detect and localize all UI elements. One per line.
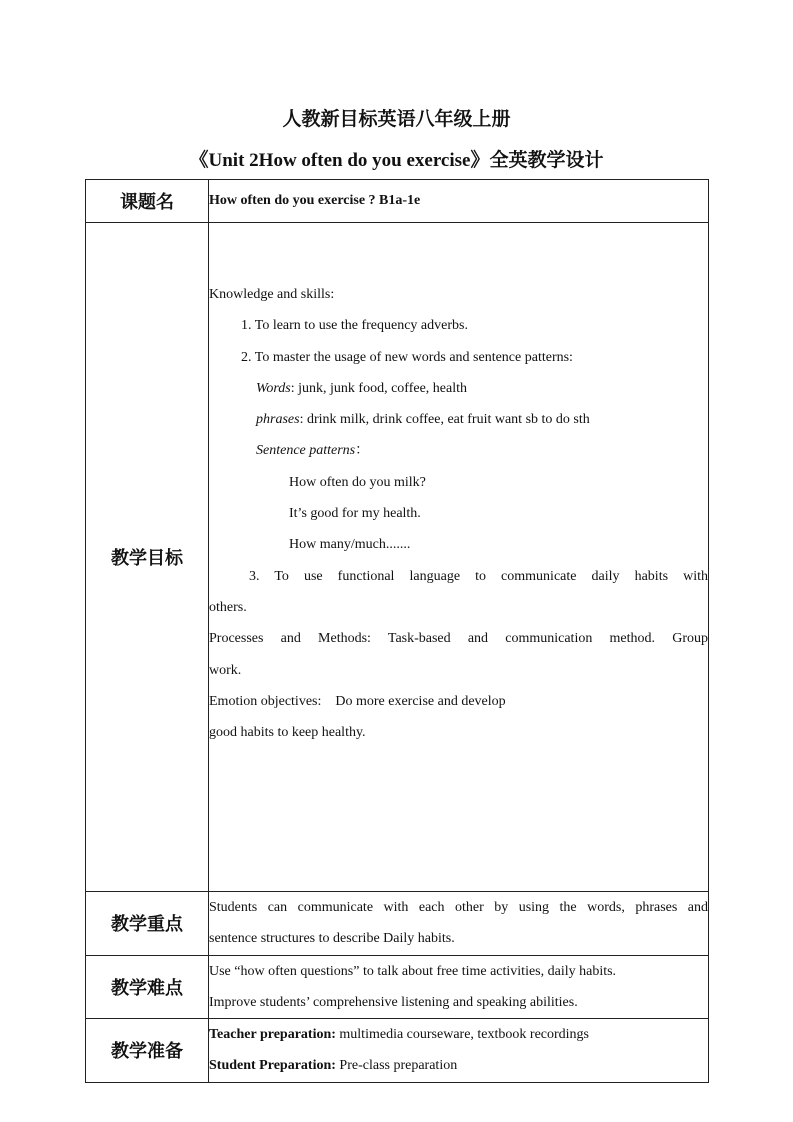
sentence-patterns-colon: ：	[355, 443, 370, 459]
table-row-key-points	[86, 892, 709, 956]
key-points-label: 教学重点	[86, 892, 209, 956]
words-text: : junk, junk food, coffee, health	[290, 380, 468, 396]
goal-item-3-line-1: 3. To use functional language to communicate daily habits with	[249, 568, 708, 584]
subtitle-english: 《Unit 2How often do you exercise》	[189, 150, 490, 171]
sentence-pattern-1: How often do you milk?	[289, 474, 426, 490]
subtitle-chinese: 全英教学设计	[489, 149, 604, 171]
difficulties-label: 教学难点	[86, 955, 209, 1019]
processes-line-2: work.	[209, 662, 242, 678]
teacher-preparation-line	[209, 1019, 708, 1050]
goals-label: 教学目标	[86, 223, 209, 892]
knowledge-heading: Knowledge and skills:	[209, 287, 335, 302]
student-preparation-text: Pre-class preparation	[335, 1058, 458, 1074]
key-points-line-2: sentence structures to describe Daily habits.	[209, 931, 455, 947]
sentence-pattern-3: How many/much.......	[289, 537, 411, 553]
words-line	[209, 373, 708, 404]
topic-label: 课题名	[86, 180, 209, 223]
table-row-goals	[86, 223, 709, 892]
document-title: 人教新目标英语八年级上册	[282, 108, 511, 130]
goal-item-1: 1. To learn to use the frequency adverbs.	[241, 318, 468, 334]
processes-line-1: Processes and Methods: Task-based and communication method. Group	[209, 631, 708, 647]
document-subtitle	[0, 145, 793, 172]
goal-item-2: 2. To master the usage of new words and sentence patterns:	[241, 349, 573, 365]
sentence-pattern-2: It’s good for my health.	[289, 506, 421, 522]
student-preparation-line	[209, 1050, 708, 1081]
teacher-preparation-label: Teacher preparation:	[209, 1027, 336, 1043]
phrases-text: : drink milk, drink coffee, eat fruit want sb to do sth	[299, 412, 590, 428]
difficulties-line-1: Use “how often questions” to talk about free time activities, daily habits.	[209, 963, 617, 979]
key-points-line-1: Students can communicate with each other by using the words, phrases and	[209, 900, 708, 915]
difficulties-content	[209, 955, 709, 1019]
sentence-patterns-label: Sentence patterns	[256, 443, 356, 459]
preparation-label: 教学准备	[86, 1019, 209, 1083]
preparation-content	[209, 1019, 709, 1083]
words-label: Words	[256, 380, 291, 396]
lesson-plan-table	[85, 179, 709, 1083]
phrases-label: phrases	[256, 412, 300, 428]
topic-text: How often do you exercise ? B1a-1e	[209, 180, 709, 223]
table-row-preparation	[86, 1019, 709, 1083]
goal-item-3-line-2: others.	[209, 599, 247, 615]
difficulties-line-2: Improve students’ comprehensive listening and speaking abilities.	[209, 994, 578, 1010]
sentence-patterns-line	[209, 435, 708, 466]
teacher-preparation-text: multimedia courseware, textbook recordings	[335, 1027, 589, 1043]
table-row-difficulties	[86, 955, 709, 1019]
goals-content	[209, 223, 709, 892]
phrases-line	[209, 404, 708, 435]
student-preparation-label: Student Preparation:	[209, 1058, 336, 1074]
table-row-topic	[86, 180, 709, 223]
emotion-line-2: good habits to keep healthy.	[209, 725, 366, 741]
key-points-content	[209, 892, 709, 956]
emotion-line-1: Emotion objectives: Do more exercise and develop	[209, 693, 506, 709]
